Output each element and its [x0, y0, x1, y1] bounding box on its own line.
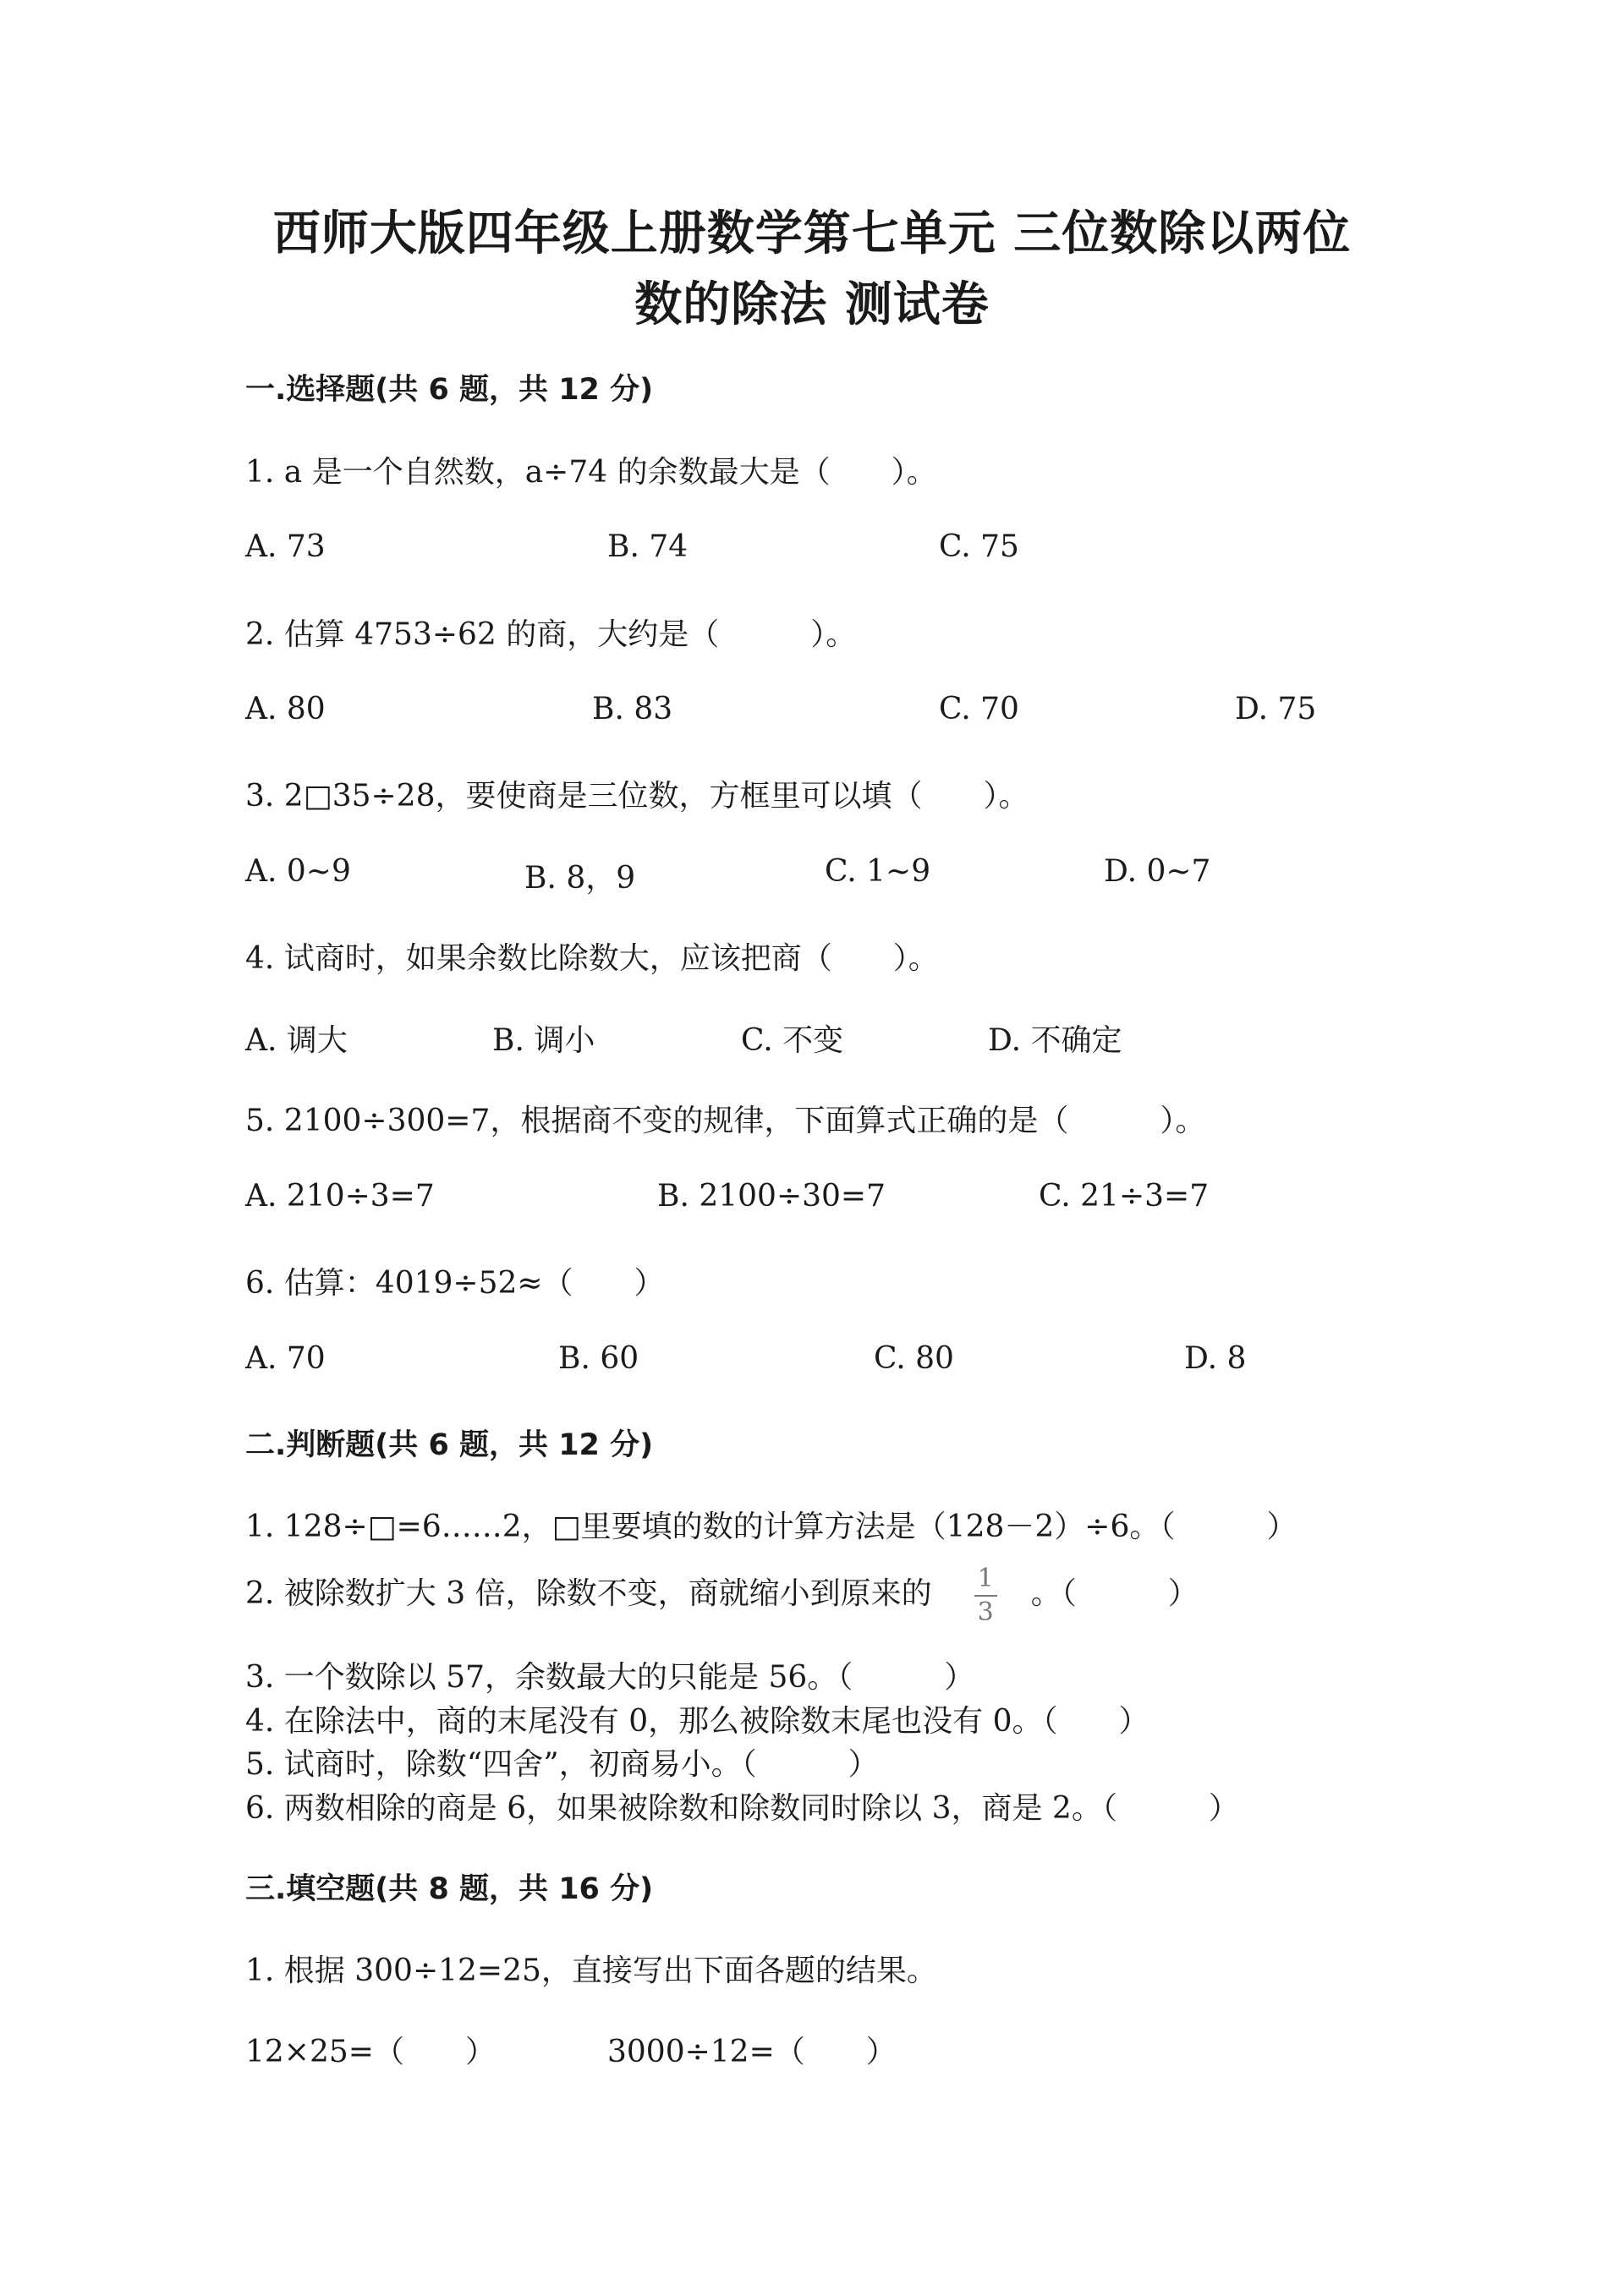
fraction-numerator: 1 [974, 1566, 997, 1597]
choice-q1-option-a: A. 73 [245, 529, 326, 564]
choice-q4-option-d: D. 不确定 [988, 1023, 1122, 1058]
fraction-denominator: 3 [977, 1597, 994, 1627]
choice-q5-option-b: B. 2100÷30=7 [657, 1179, 886, 1214]
choice-q4-option-c: C. 不变 [741, 1023, 844, 1058]
choice-q3-option-a: A. 0~9 [245, 854, 351, 889]
choice-q6-option-d: D. 8 [1184, 1341, 1247, 1376]
choice-q1-option-c: C. 75 [939, 529, 1019, 564]
section-heading-fill: 三.填空题(共 8 题，共 16 分) [245, 1872, 654, 1906]
judge-question-2 [245, 1566, 1199, 1625]
choice-question-3: 3. 2□35÷28，要使商是三位数，方框里可以填（ ）。 [245, 779, 1029, 814]
page-title-line-2: 数的除法 测试卷 [634, 277, 990, 332]
choice-q5-option-a: A. 210÷3=7 [245, 1179, 435, 1214]
choice-q6-option-c: C. 80 [874, 1341, 954, 1376]
choice-question-6: 6. 估算：4019÷52≈（ ） [245, 1266, 665, 1301]
fill-blank-1: 12×25=（ ） [245, 2035, 496, 2069]
judge-question-5: 5. 试商时，除数“四舍”，初商易小。（ ） [245, 1747, 879, 1782]
fraction-one-third [974, 1566, 997, 1625]
choice-q2-option-b: B. 83 [592, 692, 673, 726]
judge-question-3: 3. 一个数除以 57，余数最大的只能是 56。（ ） [245, 1660, 975, 1695]
fill-blank-2: 3000÷12=（ ） [607, 2035, 897, 2069]
choice-q3-option-b: B. 8，9 [524, 861, 636, 896]
choice-q4-option-a: A. 调大 [245, 1023, 348, 1058]
page-title-line-1: 西师大版四年级上册数学第七单元 三位数除以两位 [272, 206, 1352, 261]
choice-question-4: 4. 试商时，如果余数比除数大，应该把商（ ）。 [245, 941, 939, 976]
choice-q2-option-a: A. 80 [245, 692, 326, 726]
fill-question-1: 1. 根据 300÷12=25，直接写出下面各题的结果。 [245, 1954, 937, 1988]
choice-q2-option-d: D. 75 [1235, 692, 1317, 726]
choice-question-2: 2. 估算 4753÷62 的商，大约是（ ）。 [245, 617, 857, 652]
judge-q2-text: 2. 被除数扩大 3 倍，除数不变，商就缩小到原来的 [245, 1576, 932, 1611]
choice-q6-option-b: B. 60 [558, 1341, 639, 1376]
judge-q2-tail: 。（ ） [1030, 1576, 1199, 1611]
choice-q3-option-d: D. 0~7 [1104, 854, 1211, 889]
section-heading-judge: 二.判断题(共 6 题，共 12 分) [245, 1428, 654, 1462]
choice-q3-option-c: C. 1~9 [825, 854, 931, 889]
judge-question-1: 1. 128÷□=6……2，□里要填的数的计算方法是（128－2）÷6。（ ） [245, 1510, 1298, 1544]
choice-q2-option-c: C. 70 [939, 692, 1019, 726]
judge-question-6: 6. 两数相除的商是 6，如果被除数和除数同时除以 3，商是 2。（ ） [245, 1791, 1239, 1826]
choice-question-1: 1. a 是一个自然数，a÷74 的余数最大是（ ）。 [245, 455, 937, 490]
choice-q4-option-b: B. 调小 [492, 1023, 595, 1058]
choice-question-5: 5. 2100÷300=7，根据商不变的规律，下面算式正确的是（ ）。 [245, 1104, 1206, 1138]
choice-q6-option-a: A. 70 [245, 1341, 326, 1376]
section-heading-choice: 一.选择题(共 6 题，共 12 分) [245, 373, 654, 407]
choice-q5-option-c: C. 21÷3=7 [1039, 1179, 1210, 1214]
choice-q1-option-b: B. 74 [607, 529, 689, 564]
judge-question-4: 4. 在除法中，商的末尾没有 0，那么被除数末尾也没有 0。（ ） [245, 1704, 1149, 1739]
